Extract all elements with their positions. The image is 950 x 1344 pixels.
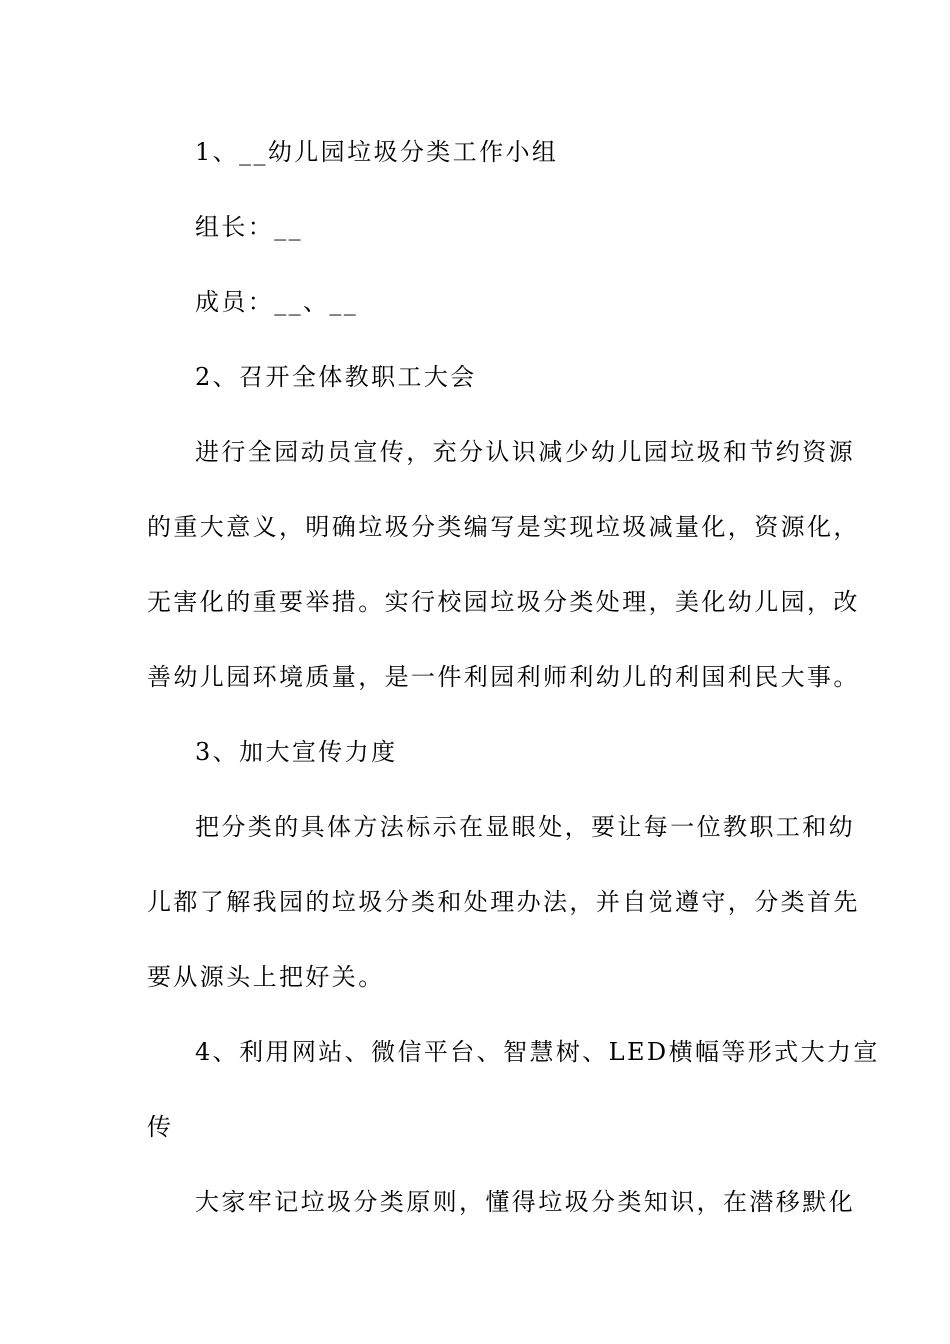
heading-1-working-group: 1、__幼儿园垃圾分类工作小组 (195, 138, 559, 166)
paragraph-line: 把分类的具体方法标示在显眼处，要让每一位教职工和幼 (195, 813, 855, 841)
heading-3-publicity: 3、加大宣传力度 (195, 738, 398, 766)
paragraph-line: 大家牢记垃圾分类原则，懂得垃圾分类知识，在潜移默化 (195, 1188, 855, 1216)
paragraph-line: 进行全园动员宣传，充分认识减少幼儿园垃圾和节约资源 (195, 438, 855, 466)
group-members-line: 成员：__、__ (195, 288, 359, 316)
paragraph-line: 要从源头上把好关。 (147, 963, 385, 991)
paragraph-line: 的重大意义，明确垃圾分类编写是实现垃圾减量化，资源化， (147, 513, 860, 541)
group-leader-line: 组长：__ (195, 213, 303, 241)
heading-4-online-platforms: 4、利用网站、微信平台、智慧树、LED横幅等形式大力宣 (195, 1038, 880, 1066)
paragraph-line: 无害化的重要举措。实行校园垃圾分类处理，美化幼儿园，改 (147, 588, 860, 616)
paragraph-line: 儿都了解我园的垃圾分类和处理办法，并自觉遵守，分类首先 (147, 888, 860, 916)
heading-4-continuation: 传 (147, 1113, 174, 1141)
paragraph-line: 善幼儿园环境质量，是一件利园利师利幼儿的利国利民大事。 (147, 663, 860, 691)
heading-2-staff-meeting: 2、召开全体教职工大会 (195, 363, 477, 391)
